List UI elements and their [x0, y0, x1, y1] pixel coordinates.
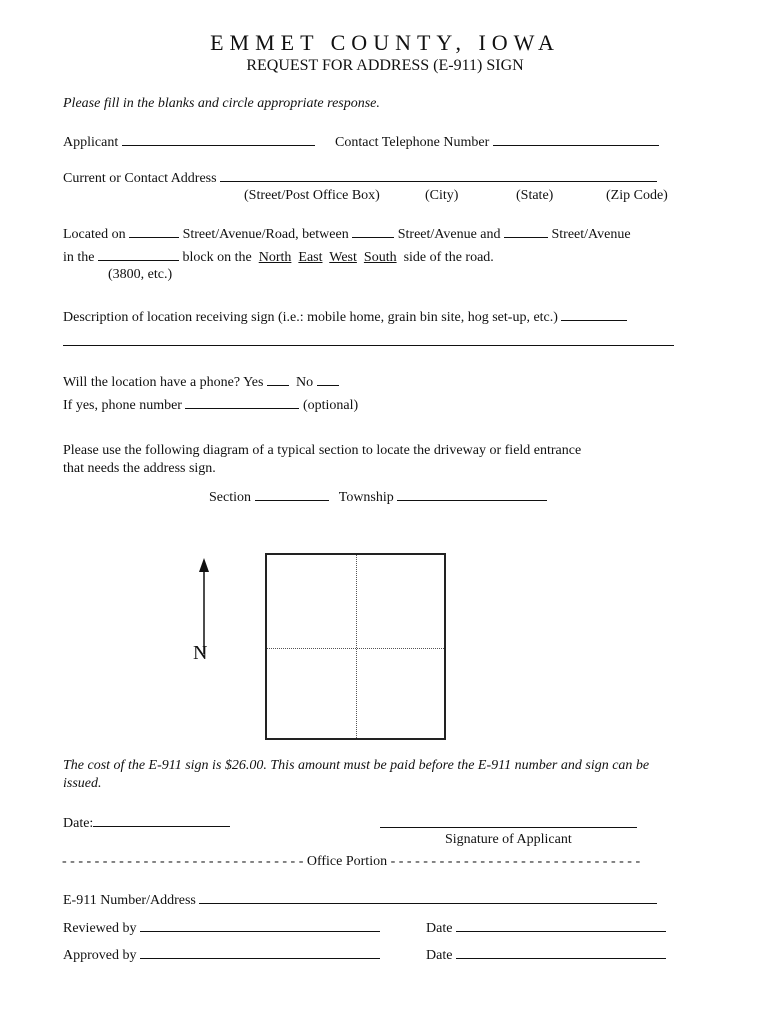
north-arrow-icon: [198, 558, 210, 654]
address-field[interactable]: [220, 169, 657, 182]
phone-no-label: No: [295, 375, 314, 390]
section-diagram[interactable]: [265, 553, 446, 740]
applicant-date-label: Date:: [63, 816, 94, 831]
township-field[interactable]: [397, 488, 547, 501]
phone-number-label: If yes, phone number: [63, 398, 182, 413]
reviewed-date-field[interactable]: [456, 919, 666, 932]
description-field-line2[interactable]: [63, 333, 674, 346]
approved-date-row: [426, 946, 666, 964]
e911-label: E-911 Number/Address: [63, 893, 196, 908]
reviewed-label: Reviewed by: [63, 921, 137, 936]
reviewed-date-row: [426, 919, 666, 937]
section-label: Section: [209, 490, 251, 505]
side-west-option[interactable]: West: [329, 250, 357, 265]
approved-date-label: Date: [426, 948, 453, 963]
phone-optional-label: (optional): [302, 398, 359, 413]
approved-label: Approved by: [63, 948, 137, 963]
description-label: Description of location receiving sign (i.e.: mobile home, grain bin site, hog set-up, etc.): [63, 310, 558, 325]
block-number-field[interactable]: [98, 248, 179, 261]
signature-field[interactable]: [380, 814, 637, 828]
diagram-vertical-divider: [356, 555, 357, 738]
address-label: Current or Contact Address: [63, 171, 217, 186]
side-south-option[interactable]: South: [363, 250, 397, 265]
block-row: [63, 248, 494, 266]
instructions: Please fill in the blanks and circle appropriate response.: [63, 96, 380, 111]
in-the-label: in the: [63, 250, 95, 265]
located-on-row: [63, 225, 631, 243]
diagram-horizontal-divider: [267, 648, 444, 649]
section-field[interactable]: [255, 488, 329, 501]
contact-phone-row: [335, 133, 659, 151]
street-between-label: Street/Avenue/Road, between: [182, 227, 349, 242]
city-hint: (City): [425, 188, 459, 203]
applicant-label: Applicant: [63, 135, 119, 150]
e911-row: [63, 891, 657, 909]
diagram-instructions-line2: that needs the address sign.: [63, 461, 216, 476]
street-and-label: Street/Avenue and: [397, 227, 501, 242]
zip-hint: (Zip Code): [606, 188, 668, 203]
phone-question: Will the location have a phone?: [63, 375, 241, 390]
signature-label: Signature of Applicant: [445, 832, 572, 847]
reviewed-row: [63, 919, 380, 937]
phone-yes-label: Yes: [243, 375, 264, 390]
located-on-label: Located on: [63, 227, 126, 242]
phone-number-field[interactable]: [185, 396, 299, 409]
state-hint: (State): [516, 188, 554, 203]
contact-phone-field[interactable]: [493, 133, 659, 146]
side-of-road-label: side of the road.: [403, 250, 494, 265]
approved-field[interactable]: [140, 946, 380, 959]
applicant-date-field[interactable]: [93, 814, 230, 827]
street-hint: (Street/Post Office Box): [244, 188, 380, 203]
reviewed-date-label: Date: [426, 921, 453, 936]
reviewed-field[interactable]: [140, 919, 380, 932]
description-field[interactable]: [561, 308, 627, 321]
cost-notice-line1: The cost of the E-911 sign is $26.00. This amount must be paid before the E-911 number and sign can be: [63, 758, 650, 773]
township-label: Township: [338, 490, 394, 505]
county-title: EMMET COUNTY, IOWA: [210, 30, 560, 55]
north-label: N: [193, 642, 208, 664]
description-row: [63, 308, 627, 326]
side-north-option[interactable]: North: [258, 250, 292, 265]
cost-notice-line2: issued.: [63, 776, 102, 791]
office-portion-divider: - - - - - - - - - - - - - - - - - - - - - - - - - - - - - - Office Portion - - - - - - - - - - - - - - - - - - - - - - - - - - - - - - -: [62, 854, 641, 869]
between-street-field[interactable]: [352, 225, 394, 238]
phone-no-field[interactable]: [317, 373, 339, 386]
approved-date-field[interactable]: [456, 946, 666, 959]
section-township-row: [209, 488, 547, 506]
diagram-instructions-line1: Please use the following diagram of a typical section to locate the driveway or field entrance: [63, 443, 582, 458]
and-street-field[interactable]: [504, 225, 548, 238]
contact-phone-label: Contact Telephone Number: [335, 135, 490, 150]
applicant-field[interactable]: [122, 133, 315, 146]
street-end-label: Street/Avenue: [551, 227, 631, 242]
block-on-label: block on the: [182, 250, 252, 265]
phone-number-row: [63, 396, 358, 414]
form-title: REQUEST FOR ADDRESS (E-911) SIGN: [246, 57, 524, 74]
e911-field[interactable]: [199, 891, 657, 904]
applicant-date-row: [63, 814, 230, 832]
side-east-option[interactable]: East: [298, 250, 323, 265]
located-on-field[interactable]: [129, 225, 179, 238]
applicant-row: [63, 133, 315, 151]
phone-yes-field[interactable]: [267, 373, 289, 386]
phone-question-row: [63, 373, 339, 391]
approved-row: [63, 946, 380, 964]
block-hint: (3800, etc.): [108, 267, 173, 282]
address-row: [63, 169, 657, 187]
